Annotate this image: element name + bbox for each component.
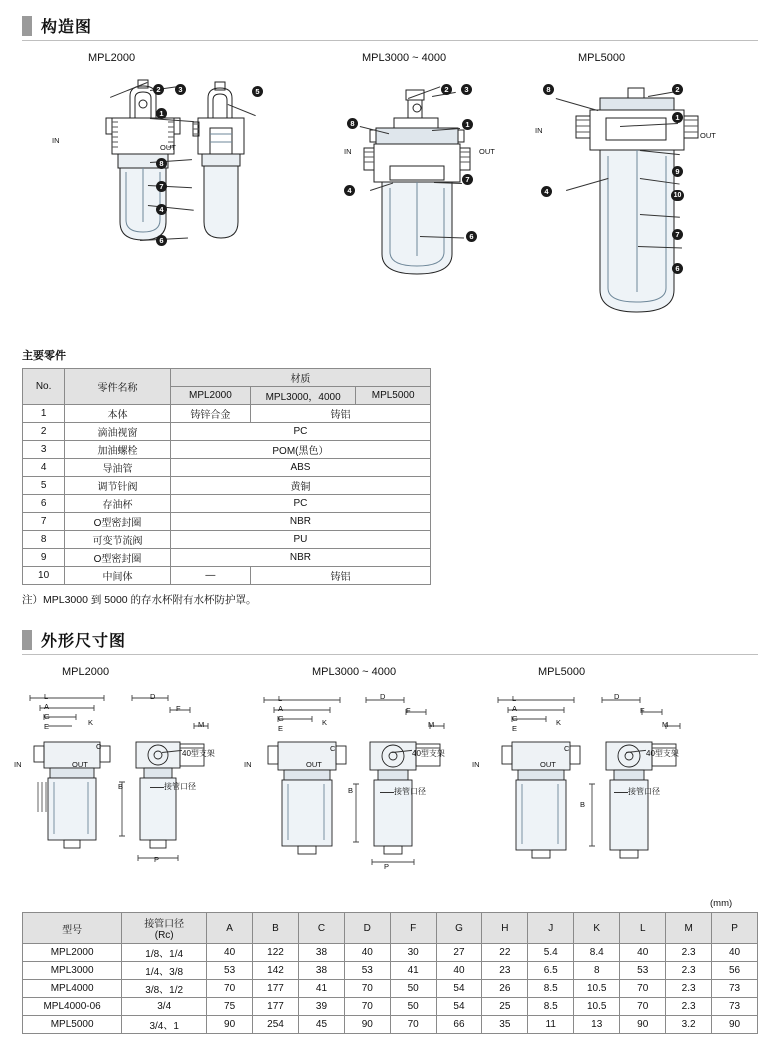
- table-row: [23, 441, 431, 459]
- dim-label-C: C: [330, 744, 336, 753]
- table-row: [23, 944, 758, 962]
- table-row: [23, 980, 758, 998]
- header-M: M: [666, 913, 712, 944]
- dim-port-out: OUT: [72, 760, 88, 769]
- cell-M: 2.3: [666, 980, 712, 998]
- header-G: G: [436, 913, 482, 944]
- callout-1: 1: [156, 108, 167, 119]
- cell-J: 6.5: [528, 962, 574, 980]
- cell-B: 122: [253, 944, 299, 962]
- callout-7: 7: [156, 181, 167, 192]
- section-header-dimension: [22, 628, 126, 651]
- callout-6: 6: [156, 235, 167, 246]
- cell-no: 5: [23, 477, 65, 495]
- cell-P: 90: [712, 1016, 758, 1034]
- dim-label-M: M: [428, 720, 435, 729]
- cell-M: 3.2: [666, 1016, 712, 1034]
- figure-caption-mpl5000: MPL5000: [578, 52, 626, 64]
- cell-material-1: —: [170, 567, 250, 585]
- cell-F: 50: [390, 998, 436, 1016]
- cell-name: O型密封圈: [65, 513, 171, 531]
- bracket-label: 40型支架: [182, 749, 215, 758]
- callout-4: 4: [344, 185, 355, 196]
- cell-L: 90: [620, 1016, 666, 1034]
- parts-table-note: 注）MPL3000 到 5000 的存水杯附有水杯防护罩。: [22, 594, 257, 606]
- drawing-structure-mpl5000: [540, 78, 760, 328]
- table-row: [23, 423, 431, 441]
- callout-2: 2: [441, 84, 452, 95]
- cell-no: 1: [23, 405, 65, 423]
- cell-material: PU: [170, 531, 430, 549]
- cell-H: 26: [482, 980, 528, 998]
- callout-2: 2: [153, 84, 164, 95]
- dim-label-F: F: [176, 704, 181, 713]
- callout-6: 6: [672, 263, 683, 274]
- dim-label-M: M: [662, 720, 669, 729]
- dim-port-out: OUT: [306, 760, 322, 769]
- header-K: K: [574, 913, 620, 944]
- cell-D: 70: [344, 980, 390, 998]
- dim-port-in: IN: [244, 760, 252, 769]
- table-row: [23, 962, 758, 980]
- cell-A: 90: [207, 1016, 253, 1034]
- callout-2: 2: [672, 84, 683, 95]
- cell-no: 9: [23, 549, 65, 567]
- cell-K: 10.5: [574, 998, 620, 1016]
- header-material: 材质: [170, 369, 430, 387]
- dim-label-E: E: [512, 724, 518, 733]
- cell-P: 40: [712, 944, 758, 962]
- section-accent-bar: [22, 630, 32, 650]
- dim-label-C: C: [564, 744, 570, 753]
- header-mpl5000: MPL5000: [356, 387, 431, 405]
- dim-label-G: G: [512, 714, 518, 723]
- cell-port: 1/4、3/8: [122, 962, 207, 980]
- table-row: [23, 459, 431, 477]
- table-row: [23, 531, 431, 549]
- dim-label-G: G: [44, 712, 50, 721]
- dim-port-in: IN: [14, 760, 22, 769]
- cell-no: 7: [23, 513, 65, 531]
- parts-table: [22, 368, 431, 585]
- header-L: L: [620, 913, 666, 944]
- cell-material: PC: [170, 495, 430, 513]
- header-P: P: [712, 913, 758, 944]
- dim-caption-mpl2000: MPL2000: [62, 666, 110, 678]
- cell-C: 45: [299, 1016, 345, 1034]
- cell-H: 35: [482, 1016, 528, 1034]
- cell-L: 70: [620, 998, 666, 1016]
- section-title-dimension: 外形尺寸图: [41, 633, 127, 650]
- dim-label-F: F: [406, 706, 411, 715]
- dimension-table: [22, 912, 758, 1034]
- table-row: [23, 549, 431, 567]
- dim-label-B: B: [580, 800, 586, 809]
- section-divider-1: [22, 40, 758, 41]
- leader-line: [380, 792, 394, 793]
- header-H: H: [482, 913, 528, 944]
- parts-table-title: 主要零件: [22, 350, 66, 362]
- dim-caption-mpl3000-4000: MPL3000 ~ 4000: [312, 666, 397, 678]
- cell-material: 黄铜: [170, 477, 430, 495]
- header-F: F: [390, 913, 436, 944]
- cell-port: 3/4、1: [122, 1016, 207, 1034]
- callout-3: 3: [175, 84, 186, 95]
- leader-line: [150, 787, 164, 788]
- callout-7: 7: [672, 229, 683, 240]
- cell-material: PC: [170, 423, 430, 441]
- drawing-dimension-mpl2000: [18, 686, 238, 876]
- cell-C: 38: [299, 944, 345, 962]
- cell-material-2: 铸铝: [250, 405, 430, 423]
- dim-label-G: G: [278, 714, 284, 723]
- header-C: C: [299, 913, 345, 944]
- callout-4: 4: [156, 204, 167, 215]
- cell-M: 2.3: [666, 944, 712, 962]
- dim-label-D: D: [150, 692, 156, 701]
- cell-material: NBR: [170, 513, 430, 531]
- dim-label-E: E: [278, 724, 284, 733]
- cell-H: 25: [482, 998, 528, 1016]
- cell-B: 177: [253, 998, 299, 1016]
- cell-port: 1/8、1/4: [122, 944, 207, 962]
- cell-K: 8: [574, 962, 620, 980]
- cell-C: 41: [299, 980, 345, 998]
- cell-C: 39: [299, 998, 345, 1016]
- cell-J: 5.4: [528, 944, 574, 962]
- cell-M: 2.3: [666, 962, 712, 980]
- dim-label-D: D: [380, 692, 386, 701]
- section-divider-2: [22, 654, 758, 655]
- header-model: 型号: [23, 913, 122, 944]
- cell-H: 23: [482, 962, 528, 980]
- cell-P: 73: [712, 998, 758, 1016]
- port-label-out: OUT: [700, 131, 716, 140]
- cell-A: 70: [207, 980, 253, 998]
- port-size-label: 接管口径: [628, 787, 660, 796]
- header-no: No.: [23, 369, 65, 405]
- header-B: B: [253, 913, 299, 944]
- figure-caption-mpl3000-4000: MPL3000 ~ 4000: [362, 52, 447, 64]
- header-A: A: [207, 913, 253, 944]
- table-header-row: [23, 369, 431, 387]
- callout-8: 8: [543, 84, 554, 95]
- header-port-line2: (Rc): [154, 930, 174, 941]
- table-header-row: [23, 913, 758, 944]
- cell-J: 8.5: [528, 980, 574, 998]
- dim-label-A: A: [512, 704, 518, 713]
- cell-no: 10: [23, 567, 65, 585]
- cell-D: 90: [344, 1016, 390, 1034]
- cell-model: MPL3000: [23, 962, 122, 980]
- dim-label-K: K: [322, 718, 328, 727]
- port-label-in: IN: [344, 147, 352, 156]
- dim-label-P: P: [154, 855, 160, 864]
- cell-no: 3: [23, 441, 65, 459]
- port-label-out: OUT: [479, 147, 495, 156]
- table-row: [23, 477, 431, 495]
- unit-label: (mm): [710, 898, 733, 909]
- bracket-label: 40型支架: [412, 749, 445, 758]
- dim-caption-mpl5000: MPL5000: [538, 666, 586, 678]
- callout-1: 1: [462, 119, 473, 130]
- cell-F: 50: [390, 980, 436, 998]
- cell-name: 本体: [65, 405, 171, 423]
- cell-D: 70: [344, 998, 390, 1016]
- cell-B: 254: [253, 1016, 299, 1034]
- dim-label-M: M: [198, 720, 205, 729]
- header-D: D: [344, 913, 390, 944]
- section-header-structure: [22, 14, 92, 37]
- dim-label-B: B: [348, 786, 354, 795]
- callout-8: 8: [347, 118, 358, 129]
- table-row: [23, 567, 431, 585]
- cell-B: 142: [253, 962, 299, 980]
- section-title-structure: 构造图: [41, 19, 93, 36]
- cell-G: 54: [436, 998, 482, 1016]
- section-accent-bar: [22, 16, 32, 36]
- callout-5: 5: [252, 86, 263, 97]
- header-J: J: [528, 913, 574, 944]
- callout-1: 1: [672, 112, 683, 123]
- table-row: [23, 998, 758, 1016]
- leader-line: [614, 792, 628, 793]
- header-mpl3000-4000: MPL3000，4000: [250, 387, 355, 405]
- header-part-name: 零件名称: [65, 369, 171, 405]
- cell-J: 11: [528, 1016, 574, 1034]
- cell-material: ABS: [170, 459, 430, 477]
- cell-A: 75: [207, 998, 253, 1016]
- cell-port: 3/8、1/2: [122, 980, 207, 998]
- dim-label-B: B: [118, 782, 124, 791]
- figure-caption-mpl2000: MPL2000: [88, 52, 136, 64]
- cell-no: 6: [23, 495, 65, 513]
- dim-label-P: P: [384, 862, 390, 871]
- dim-label-K: K: [88, 718, 94, 727]
- cell-name: O型密封圈: [65, 549, 171, 567]
- callout-3: 3: [461, 84, 472, 95]
- cell-name: 加油螺栓: [65, 441, 171, 459]
- dim-label-A: A: [44, 702, 50, 711]
- cell-G: 66: [436, 1016, 482, 1034]
- cell-model: MPL4000-06: [23, 998, 122, 1016]
- port-size-label: 接管口径: [394, 787, 426, 796]
- dim-label-L: L: [512, 694, 517, 703]
- bracket-label: 40型支架: [646, 749, 679, 758]
- cell-name: 可变节流阀: [65, 531, 171, 549]
- cell-material-2: 铸铝: [250, 567, 430, 585]
- cell-material: POM(黑色）: [170, 441, 430, 459]
- cell-J: 8.5: [528, 998, 574, 1016]
- callout-10: 10: [671, 190, 684, 201]
- cell-G: 27: [436, 944, 482, 962]
- cell-model: MPL4000: [23, 980, 122, 998]
- header-mpl2000: MPL2000: [170, 387, 250, 405]
- port-label-out: OUT: [160, 143, 176, 152]
- callout-8: 8: [156, 158, 167, 169]
- cell-name: 存油杯: [65, 495, 171, 513]
- cell-A: 40: [207, 944, 253, 962]
- cell-C: 38: [299, 962, 345, 980]
- dim-port-out: OUT: [540, 760, 556, 769]
- port-label-in: IN: [52, 136, 60, 145]
- dim-label-L: L: [278, 694, 283, 703]
- dim-port-in: IN: [472, 760, 480, 769]
- cell-G: 40: [436, 962, 482, 980]
- port-label-in: IN: [535, 126, 543, 135]
- cell-H: 22: [482, 944, 528, 962]
- cell-name: 调节针阀: [65, 477, 171, 495]
- table-row: [23, 405, 431, 423]
- cell-no: 8: [23, 531, 65, 549]
- cell-G: 54: [436, 980, 482, 998]
- header-port-size: [122, 913, 207, 944]
- cell-M: 2.3: [666, 998, 712, 1016]
- cell-D: 40: [344, 944, 390, 962]
- cell-B: 177: [253, 980, 299, 998]
- cell-P: 56: [712, 962, 758, 980]
- table-row: [23, 495, 431, 513]
- dim-label-L: L: [44, 692, 49, 701]
- dim-label-K: K: [556, 718, 562, 727]
- cell-L: 40: [620, 944, 666, 962]
- dim-label-D: D: [614, 692, 620, 701]
- drawing-structure-mpl2000: [50, 72, 280, 312]
- callout-6: 6: [466, 231, 477, 242]
- dim-label-F: F: [640, 706, 645, 715]
- cell-L: 53: [620, 962, 666, 980]
- cell-no: 4: [23, 459, 65, 477]
- port-size-label: 接管口径: [164, 782, 196, 791]
- dim-label-A: A: [278, 704, 284, 713]
- cell-model: MPL2000: [23, 944, 122, 962]
- cell-K: 13: [574, 1016, 620, 1034]
- dim-label-E: E: [44, 722, 50, 731]
- cell-F: 70: [390, 1016, 436, 1034]
- cell-F: 30: [390, 944, 436, 962]
- callout-7: 7: [462, 174, 473, 185]
- cell-material: NBR: [170, 549, 430, 567]
- cell-L: 70: [620, 980, 666, 998]
- cell-A: 53: [207, 962, 253, 980]
- cell-name: 中间体: [65, 567, 171, 585]
- cell-K: 10.5: [574, 980, 620, 998]
- header-port-line1: 接管口径: [144, 919, 185, 930]
- cell-name: 导油管: [65, 459, 171, 477]
- cell-port: 3/4: [122, 998, 207, 1016]
- dim-label-C: C: [96, 742, 102, 751]
- cell-D: 53: [344, 962, 390, 980]
- callout-4: 4: [541, 186, 552, 197]
- cell-F: 41: [390, 962, 436, 980]
- cell-name: 滴油视窗: [65, 423, 171, 441]
- cell-model: MPL5000: [23, 1016, 122, 1034]
- cell-material-1: 铸锌合金: [170, 405, 250, 423]
- callout-9: 9: [672, 166, 683, 177]
- table-row: [23, 513, 431, 531]
- table-row: [23, 1016, 758, 1034]
- cell-no: 2: [23, 423, 65, 441]
- cell-P: 73: [712, 980, 758, 998]
- cell-K: 8.4: [574, 944, 620, 962]
